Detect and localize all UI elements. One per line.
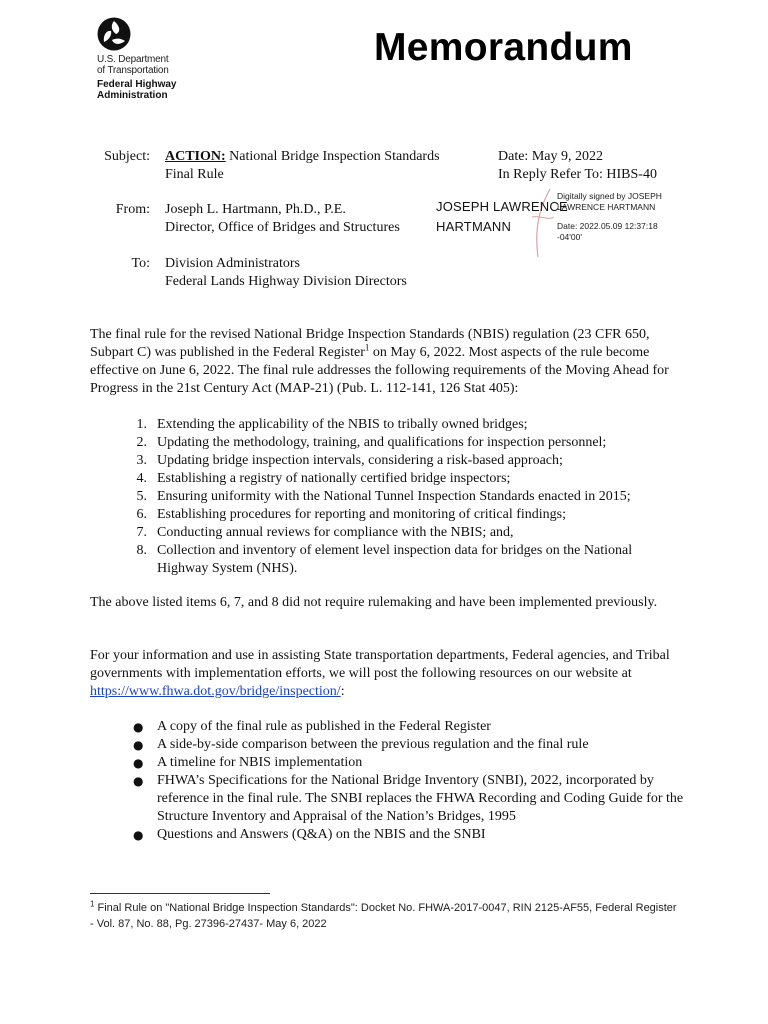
item-text: Updating the methodology, training, and qualifications for inspection personnel; (157, 435, 607, 450)
item-text: FHWA’s Specifications for the National Bridge Inventory (SNBI), 2022, incorporated by reference in the final rule. The SNBI replaces the FHWA Recording and Coding Guide for the Structure Inventory and Appraisal of the Nation’s Bridges, 1995 (157, 773, 684, 824)
requirements-list (125, 416, 685, 578)
items-note-paragraph: The above listed items 6, 7, and 8 did not require rulemaking and have been implemented previously. (90, 595, 658, 610)
item-text: A side-by-side comparison between the previous regulation and the final rule (157, 737, 589, 752)
inspection-website-link[interactable]: https://www.fhwa.dot.gov/bridge/inspection/ (90, 684, 341, 699)
bullet-icon: ● (133, 720, 144, 734)
memo-title: Memorandum (374, 26, 633, 69)
resource-item (125, 754, 685, 772)
requirement-item (125, 488, 685, 506)
requirement-item (125, 416, 685, 434)
item-number: 4. (136, 471, 147, 486)
intro-paragraph: The final rule for the revised National Bridge Inspection Standards (NBIS) regulation (23 CFR 650, Subpart C) was published in the Federal Register$^1$ on May 6, 2022. Most aspects of the rule become effective on June 6, 2022. The final rule addresses the following requirements of the Moving Ahead for Progress in the 21st Century Act (MAP-21) (Pub. L. 112-141, 126 Stat 405): (90, 327, 669, 396)
item-number: 3. (136, 453, 147, 468)
bullet-icon: ● (133, 756, 144, 770)
resources-list (125, 718, 685, 844)
item-text: Establishing procedures for reporting and monitoring of critical findings; (157, 507, 567, 522)
from-label: From: (115, 202, 150, 217)
resource-item (125, 736, 685, 754)
item-number: 8. (136, 543, 147, 558)
item-text: Collection and inventory of element level inspection data for bridges on the National Highway System (NHS). (157, 543, 633, 576)
department-name: U.S. Department of Transportation (97, 54, 169, 76)
footnote-text: Final Rule on "National Bridge Inspection Standards": Docket No. FHWA-2017-0047, RIN 2125-AF55, Federal Register - Vol. 87, No. 88, Pg. 27396-27437- May 6, 2022 (90, 902, 677, 930)
item-text: A timeline for NBIS implementation (157, 755, 363, 770)
resource-item (125, 718, 685, 736)
item-number: 2. (136, 435, 147, 450)
item-text: A copy of the final rule as published in the Federal Register (157, 719, 491, 734)
requirement-item (125, 434, 685, 452)
requirement-item (125, 542, 685, 578)
footnote-divider (90, 893, 270, 894)
subject-line (165, 148, 440, 166)
item-text: Ensuring uniformity with the National Tunnel Inspection Standards enacted in 2015; (157, 489, 631, 504)
item-number: 5. (136, 489, 147, 504)
agency-name: Federal Highway Administration (97, 79, 177, 101)
resource-item (125, 826, 685, 844)
signature-details: Digitally signed by JOSEPH LAWRENCE HARTMANN Date: 2022.05.09 12:37:18 -04'00' (557, 191, 662, 242)
item-number: 1. (136, 417, 147, 432)
subject-label: Subject: (104, 149, 150, 164)
to-recipient-2: Federal Lands Highway Division Directors (165, 274, 407, 289)
subject-text-line2: Final Rule (165, 167, 224, 182)
footnote-reference: 1 (364, 342, 370, 353)
item-text: Extending the applicability of the NBIS to tribally owned bridges; (157, 417, 528, 432)
date-line: Date: May 9, 2022 (498, 149, 603, 164)
requirement-item (125, 470, 685, 488)
bullet-icon: ● (133, 774, 144, 788)
item-number: 6. (136, 507, 147, 522)
bullet-icon: ● (133, 828, 144, 842)
requirement-item (125, 452, 685, 470)
to-recipient-1: Division Administrators (165, 256, 300, 271)
item-text: Updating bridge inspection intervals, considering a risk-based approach; (157, 453, 563, 468)
item-text: Conducting annual reviews for compliance with the NBIS; and, (157, 525, 514, 540)
resource-item (125, 772, 685, 826)
footnote-mark: 1 (90, 899, 95, 909)
from-name: Joseph L. Hartmann, Ph.D., P.E. (165, 202, 346, 217)
dot-logo-icon (97, 17, 131, 51)
bullet-icon: ● (133, 738, 144, 752)
requirement-item (125, 506, 685, 524)
refer-line: In Reply Refer To: HIBS-40 (498, 167, 657, 182)
item-text: Establishing a registry of nationally certified bridge inspectors; (157, 471, 511, 486)
requirement-item (125, 524, 685, 542)
to-label: To: (131, 256, 150, 271)
from-title: Director, Office of Bridges and Structures (165, 220, 400, 235)
action-label: ACTION: (165, 149, 226, 164)
footnote (90, 900, 680, 932)
item-number: 7. (136, 525, 147, 540)
signature-name: JOSEPH LAWRENCE HARTMANN (436, 199, 568, 234)
item-text: Questions and Answers (Q&A) on the NBIS and the SNBI (157, 827, 486, 842)
subject-text: National Bridge Inspection Standards (229, 149, 440, 164)
resources-paragraph: For your information and use in assisting State transportation departments, Federal agencies, and Tribal governments with implementation efforts, we will post the following resources on our website at https://www.fhwa.dot.gov/bridge/inspection/: (90, 648, 670, 699)
